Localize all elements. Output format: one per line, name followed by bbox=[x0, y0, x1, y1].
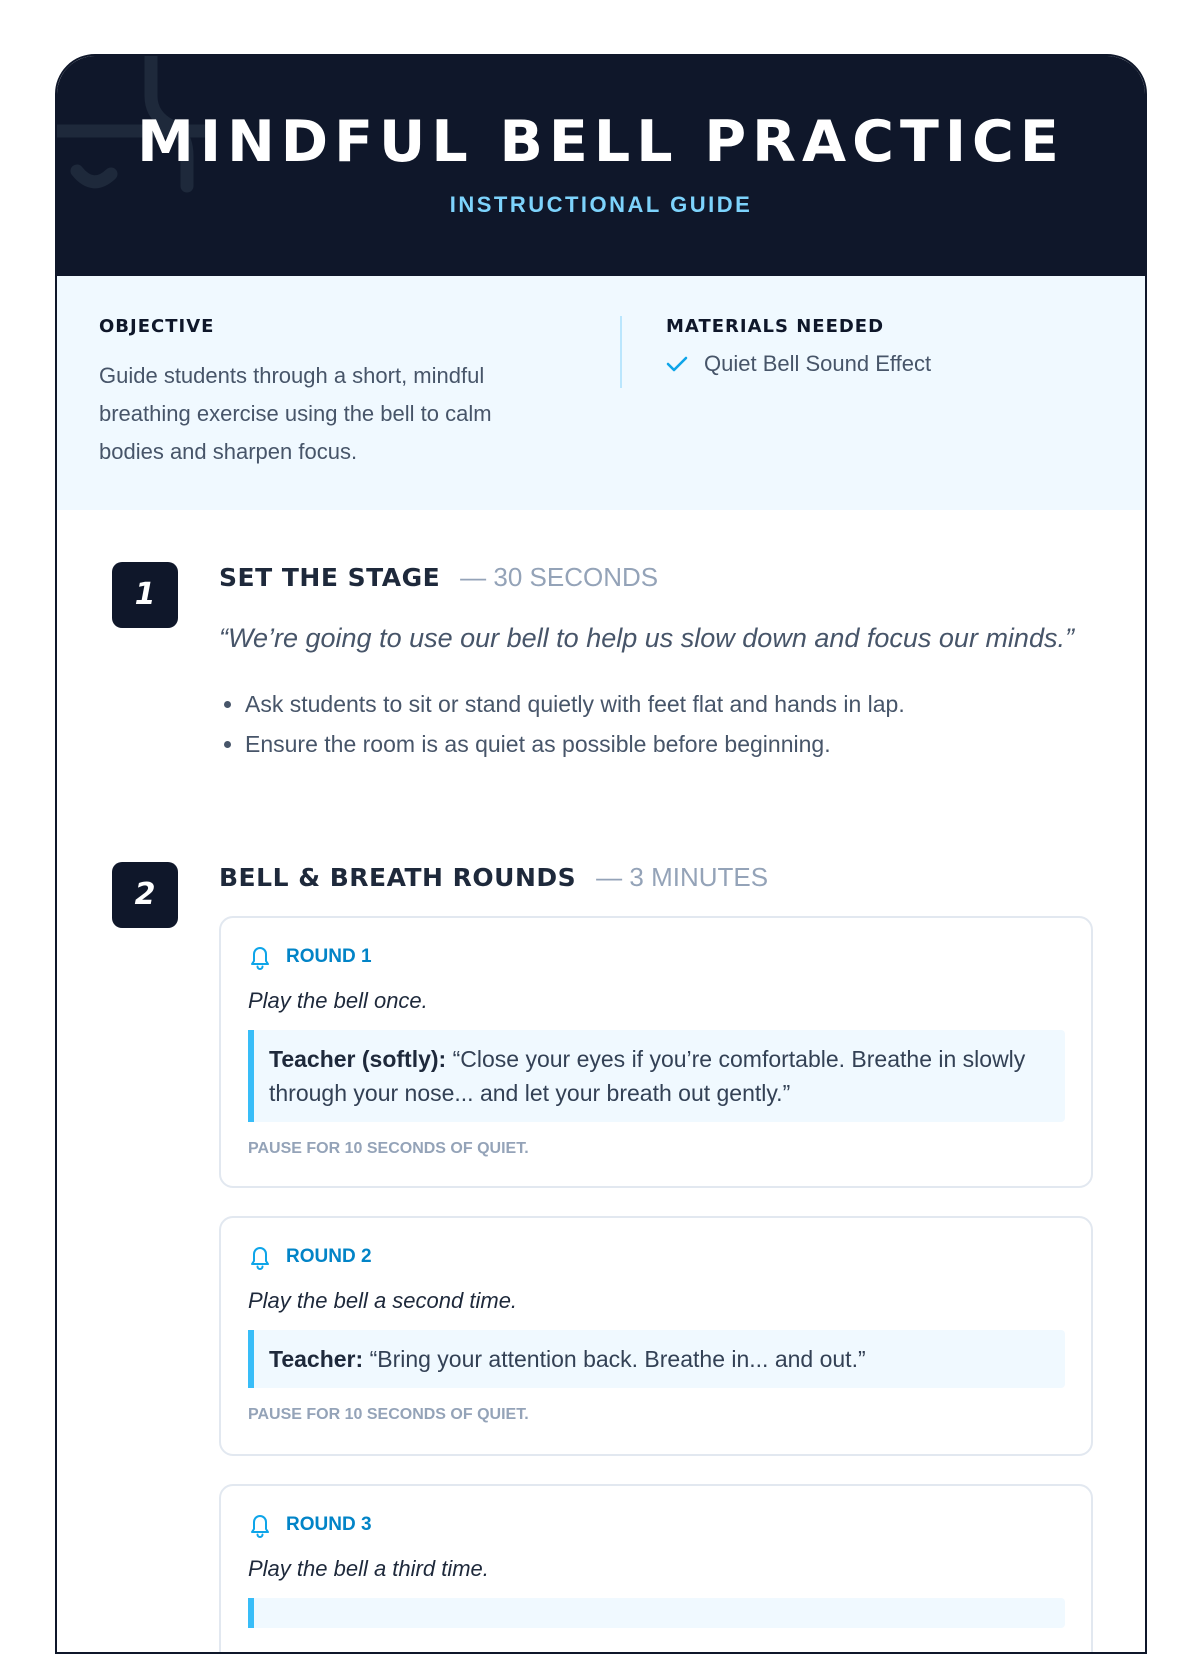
step-heading bbox=[219, 862, 1089, 904]
teacher-script bbox=[248, 1330, 1065, 1388]
step-title: SET THE STAGE bbox=[219, 563, 441, 592]
overview-divider bbox=[620, 316, 622, 388]
round-label: ROUND 1 bbox=[286, 946, 372, 967]
page-title: MINDFUL BELL PRACTICE bbox=[137, 109, 1065, 175]
round-card bbox=[219, 916, 1093, 1188]
materials-label: MATERIALS NEEDED bbox=[666, 316, 885, 337]
step-number-badge: 1 bbox=[112, 562, 178, 628]
list-item: • Ask students to sit or stand quietly with feet flat and hands in lap. bbox=[245, 684, 1089, 724]
material-item bbox=[666, 351, 1086, 377]
bell-icon bbox=[248, 1244, 272, 1270]
step-body bbox=[219, 862, 1089, 1654]
round-card bbox=[219, 1484, 1093, 1654]
teacher-speaker: Teacher (softly): bbox=[269, 1046, 447, 1072]
bell-icon bbox=[248, 1512, 272, 1538]
bell-icon bbox=[248, 944, 272, 970]
round-label: ROUND 2 bbox=[286, 1246, 372, 1267]
round-heading bbox=[248, 944, 1065, 970]
teacher-script bbox=[248, 1598, 1065, 1628]
objective-text: Guide students through a short, mindful breathing exercise using the bell to calm bodies and sharpen focus. bbox=[99, 363, 492, 464]
step-duration: — 30 SECONDS bbox=[460, 562, 659, 592]
teacher-speaker: Teacher: bbox=[269, 1346, 364, 1372]
overview-panel bbox=[57, 276, 1145, 510]
teacher-line: “Bring your attention back. Breathe in... and out.” bbox=[369, 1346, 866, 1372]
step-bullet-list bbox=[219, 684, 1089, 764]
header bbox=[57, 56, 1145, 276]
check-icon bbox=[666, 355, 688, 373]
round-instruction: Play the bell once. bbox=[248, 988, 428, 1013]
objective-section bbox=[99, 316, 559, 471]
teacher-script bbox=[248, 1030, 1065, 1122]
step-title: BELL & BREATH ROUNDS bbox=[219, 863, 577, 892]
material-item-label: Quiet Bell Sound Effect bbox=[704, 351, 932, 376]
round-card bbox=[219, 1216, 1093, 1456]
pause-note: PAUSE FOR 10 SECONDS OF QUIET. bbox=[248, 1140, 529, 1157]
teacher-line: “Close your eyes if you’re comfortable. Breathe in slowly through your nose... and let your breath out gently.” bbox=[269, 1046, 1026, 1106]
list-item: • Ensure the room is as quiet as possible before beginning. bbox=[245, 724, 1089, 764]
objective-label: OBJECTIVE bbox=[99, 316, 215, 337]
round-heading bbox=[248, 1512, 1065, 1538]
lesson-card bbox=[55, 54, 1147, 1654]
step-body bbox=[219, 562, 1089, 764]
round-instruction: Play the bell a second time. bbox=[248, 1288, 518, 1313]
round-heading bbox=[248, 1244, 1065, 1270]
page-subtitle: INSTRUCTIONAL GUIDE bbox=[449, 192, 753, 217]
step-quote: “We’re going to use our bell to help us slow down and focus our minds.” bbox=[219, 623, 1074, 653]
round-label: ROUND 3 bbox=[286, 1514, 372, 1535]
materials-section bbox=[666, 316, 1086, 377]
step-number-badge: 2 bbox=[112, 862, 178, 928]
round-instruction: Play the bell a third time. bbox=[248, 1556, 489, 1581]
step-duration: — 3 MINUTES bbox=[596, 862, 769, 892]
step-heading bbox=[219, 562, 1089, 604]
pause-note: PAUSE FOR 10 SECONDS OF QUIET. bbox=[248, 1406, 529, 1423]
